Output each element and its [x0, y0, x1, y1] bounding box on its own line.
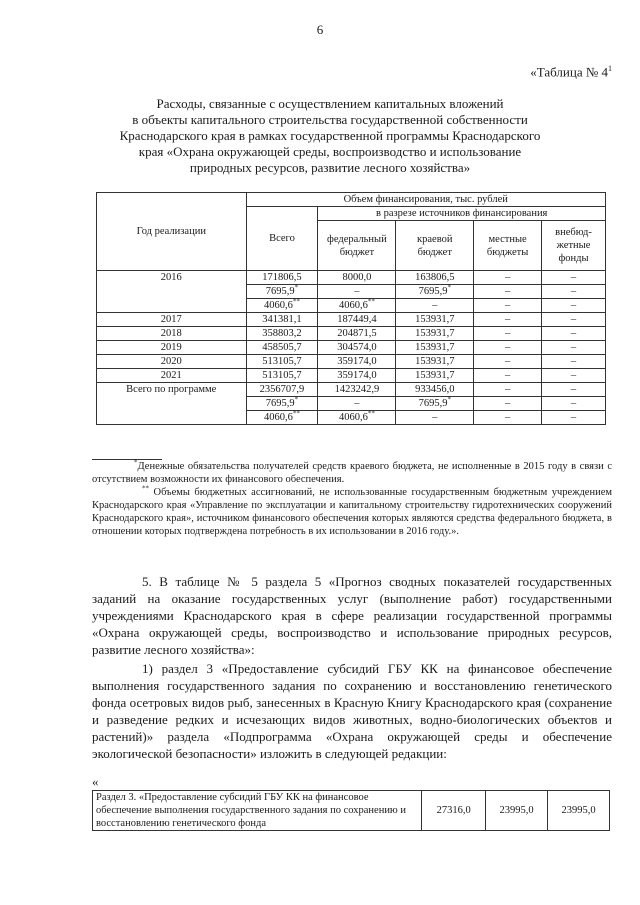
cell-regional: 163806,5	[396, 271, 474, 285]
cell-local: –	[474, 299, 542, 313]
cell-federal: 8000,0	[318, 271, 396, 285]
title-line: Расходы, связанные с осуществлением капитальных вложений	[156, 96, 504, 111]
cell-local: –	[474, 369, 542, 383]
table-title	[80, 96, 580, 176]
cell-extrabudget: –	[542, 355, 606, 369]
cell-extrabudget: –	[542, 411, 606, 425]
header-funding-volume: Объем финансирования, тыс. рублей	[246, 193, 605, 207]
cell-regional: 7695,9*	[396, 285, 474, 299]
section-3-description: Раздел 3. «Предоставление субсидий ГБУ КК на финансовое обеспечение выполнения государственного задания по сохранению и восстановлению генетического фонда	[93, 791, 422, 831]
cell-extrabudget: –	[542, 299, 606, 313]
cell-total: 513105,7	[246, 369, 318, 383]
cell-regional: 7695,9*	[396, 397, 474, 411]
body-text	[92, 573, 612, 762]
page-number: 6	[316, 22, 324, 37]
header-local: местные бюджеты	[474, 221, 542, 271]
cell-local: –	[474, 383, 542, 397]
cell-year: 2018	[97, 327, 247, 341]
cell-extrabudget: –	[542, 383, 606, 397]
quote-open: «	[92, 774, 99, 789]
table-row	[97, 369, 606, 383]
footnote-2: ** Объемы бюджетных ассигнований, не использованные государственным бюджетным учреждением Краснодарского края «Управление по эксплуатации и капитальному строительству гидротехнических сооружений Краснодарского края», источником финансового обеспечения которых являются средства федерального бюджета, в отношении которых подтверждена потребность в их использовании в 2016 году.».	[92, 484, 612, 537]
cell-regional: 153931,7	[396, 369, 474, 383]
cell-regional: 153931,7	[396, 355, 474, 369]
cell-total: 341381,1	[246, 313, 318, 327]
cell-regional: 933456,0	[396, 383, 474, 397]
cell-extrabudget: –	[542, 285, 606, 299]
cell-total: 7695,9*	[246, 397, 318, 411]
cell-local: –	[474, 271, 542, 285]
cell-extrabudget: –	[542, 397, 606, 411]
cell-regional: –	[396, 299, 474, 313]
cell-extrabudget: –	[542, 341, 606, 355]
cell-total: 4060,6**	[246, 411, 318, 425]
cell-year: 2017	[97, 313, 247, 327]
cell-local: –	[474, 327, 542, 341]
table-row	[97, 313, 606, 327]
cell-total: 171806,5	[246, 271, 318, 285]
cell-federal: 187449,4	[318, 313, 396, 327]
cell-regional: 153931,7	[396, 341, 474, 355]
header-federal: федеральный бюджет	[318, 221, 396, 271]
cell-year: Всего по программе	[97, 383, 247, 425]
title-line: Краснодарского края в рамках государственной программы Краснодарского	[119, 128, 541, 143]
cell-federal: 4060,6**	[318, 411, 396, 425]
cell-federal: 359174,0	[318, 369, 396, 383]
title-line: в объекты капитального строительства государственной собственности	[132, 112, 528, 127]
cell-total: 2356707,9	[246, 383, 318, 397]
financing-table	[96, 192, 606, 425]
cell-extrabudget: –	[542, 327, 606, 341]
cell-federal: 4060,6**	[318, 299, 396, 313]
title-line: края «Охрана окружающей среды, воспроизводство и использование	[138, 144, 522, 159]
cell-federal: 304574,0	[318, 341, 396, 355]
title-line: природных ресурсов, развитие лесного хозяйства»	[189, 160, 471, 175]
table-label-sup: 1	[608, 64, 612, 73]
cell-extrabudget: –	[542, 271, 606, 285]
cell-total: 458505,7	[246, 341, 318, 355]
cell-year: 2020	[97, 355, 247, 369]
table-row	[97, 383, 606, 397]
footnote-1: *Денежные обязательства получателей средств краевого бюджета, не исполненные в 2015 году в связи с отсутствием возможности их финансового обеспечения.	[92, 458, 612, 485]
header-regional: краевой бюджет	[396, 221, 474, 271]
cell-regional: –	[396, 411, 474, 425]
table-row	[97, 355, 606, 369]
cell-federal: –	[318, 285, 396, 299]
header-total: Всего	[246, 207, 318, 271]
cell-local: –	[474, 411, 542, 425]
cell-federal: –	[318, 397, 396, 411]
table-row	[97, 271, 606, 285]
cell-local: –	[474, 313, 542, 327]
cell-regional: 153931,7	[396, 327, 474, 341]
table-row	[97, 327, 606, 341]
cell-regional: 153931,7	[396, 313, 474, 327]
cell-year: 2016	[97, 271, 247, 313]
paragraph-5-1: 1) раздел 3 «Предоставление субсидий ГБУ КК на финансовое обеспечение выполнения государственного задания по сохранению и восстановлению генетического фонда осетровых видов рыб, занесенных в Красную Книгу Краснодарского края (сохранение и разведение редких и исчезающих видов животных, водно-биологических объектов и растений)» раздела «Подпрограмма «Охрана окружающей среды и обеспечение экологической безопасности» изложить в следующей редакции:	[92, 661, 612, 761]
paragraph-5: 5. В таблице № 5 раздела 5 «Прогноз сводных показателей государственных заданий на оказание государственных услуг (выполнение работ) государственными учреждениями Краснодарского края в сфере реализации государственной программы «Охрана окружающей среды, воспроизводство и использование природных ресурсов, развитие лесного хозяйства»:	[92, 574, 612, 657]
header-by-source: в разрезе источников финансирования	[318, 207, 606, 221]
section-3-value: 23995,0	[486, 791, 548, 831]
cell-year: 2021	[97, 369, 247, 383]
section-3-value: 27316,0	[422, 791, 486, 831]
section-3-value: 23995,0	[548, 791, 610, 831]
cell-federal: 359174,0	[318, 355, 396, 369]
cell-extrabudget: –	[542, 369, 606, 383]
cell-total: 358803,2	[246, 327, 318, 341]
section-3-table	[92, 790, 610, 831]
header-year: Год реализации	[97, 193, 247, 271]
footnotes	[92, 460, 612, 538]
cell-federal: 204871,5	[318, 327, 396, 341]
header-extrabudget: внебюд-жетные фонды	[542, 221, 606, 271]
table-row	[97, 341, 606, 355]
cell-total: 7695,9*	[246, 285, 318, 299]
cell-local: –	[474, 285, 542, 299]
cell-year: 2019	[97, 341, 247, 355]
cell-local: –	[474, 397, 542, 411]
cell-local: –	[474, 355, 542, 369]
cell-extrabudget: –	[542, 313, 606, 327]
cell-federal: 1423242,9	[318, 383, 396, 397]
table-label: «Таблица № $4^1$	[530, 64, 612, 80]
cell-local: –	[474, 341, 542, 355]
cell-total: 513105,7	[246, 355, 318, 369]
cell-total: 4060,6**	[246, 299, 318, 313]
